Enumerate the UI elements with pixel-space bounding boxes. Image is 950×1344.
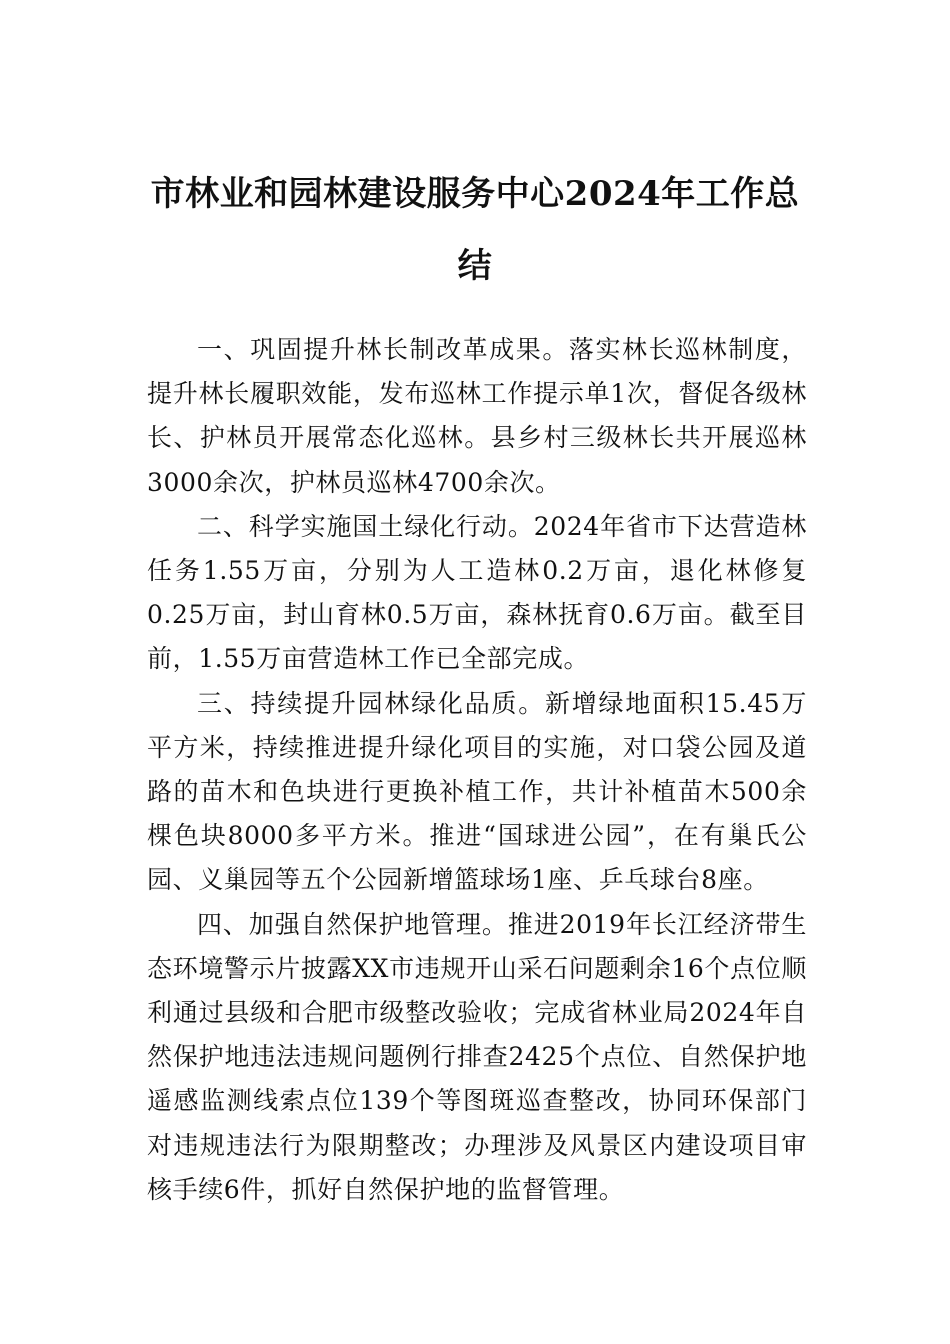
- section-heading-4: 四、加强自然保护地管理。: [197, 909, 508, 939]
- section-paragraph-1: [147, 328, 807, 505]
- section-heading-3: 三、持续提升园林绿化品质。: [197, 688, 546, 718]
- section-text-2: 2024年省市下达营造林任务1.55万亩，分别为人工造林0.2万亩，退化林修复0.25万亩，封山育林0.5万亩，森林抚育0.6万亩。截至目前，1.55万亩营造林工作已全部完成。: [147, 511, 807, 674]
- section-text-3: 新增绿地面积15.45万平方米，持续推进提升绿化项目的实施，对口袋公园及道路的苗木和色块进行更换补植工作，共计补植苗木500余棵色块8000多平方米。推进“国球进公园”，在有巢氏公园、义巢园等五个公园新增篮球场1座、乒乓球台8座。: [147, 688, 807, 895]
- section-heading-2: 二、科学实施国土绿化行动。: [197, 511, 534, 541]
- section-text-4: 推进2019年长江经济带生态环境警示片披露XX市违规开山采石问题剩余16个点位顺利通过县级和合肥市级整改验收；完成省林业局2024年自然保护地违法违规问题例行排查2425个点位、自然保护地遥感监测线索点位139个等图斑巡查整改，协同环保部门对违规违法行为限期整改；办理涉及风景区内建设项目审核手续6件，抓好自然保护地的监督管理。: [147, 909, 807, 1204]
- section-text-1: 落实林长巡林制度，提升林长履职效能，发布巡林工作提示单1次，督促各级林长、护林员开展常态化巡林。县乡村三级林长共开展巡林3000余次，护林员巡林4700余次。: [147, 335, 807, 497]
- section-paragraph-2: [147, 505, 807, 682]
- section-paragraph-4: [147, 903, 807, 1212]
- document-body: [147, 328, 807, 1212]
- section-heading-1: 一、巩固提升林长制改革成果。: [197, 335, 569, 364]
- document-title: 市林业和园林建设服务中心2024年工作总结: [150, 174, 800, 286]
- section-paragraph-3: [147, 682, 807, 903]
